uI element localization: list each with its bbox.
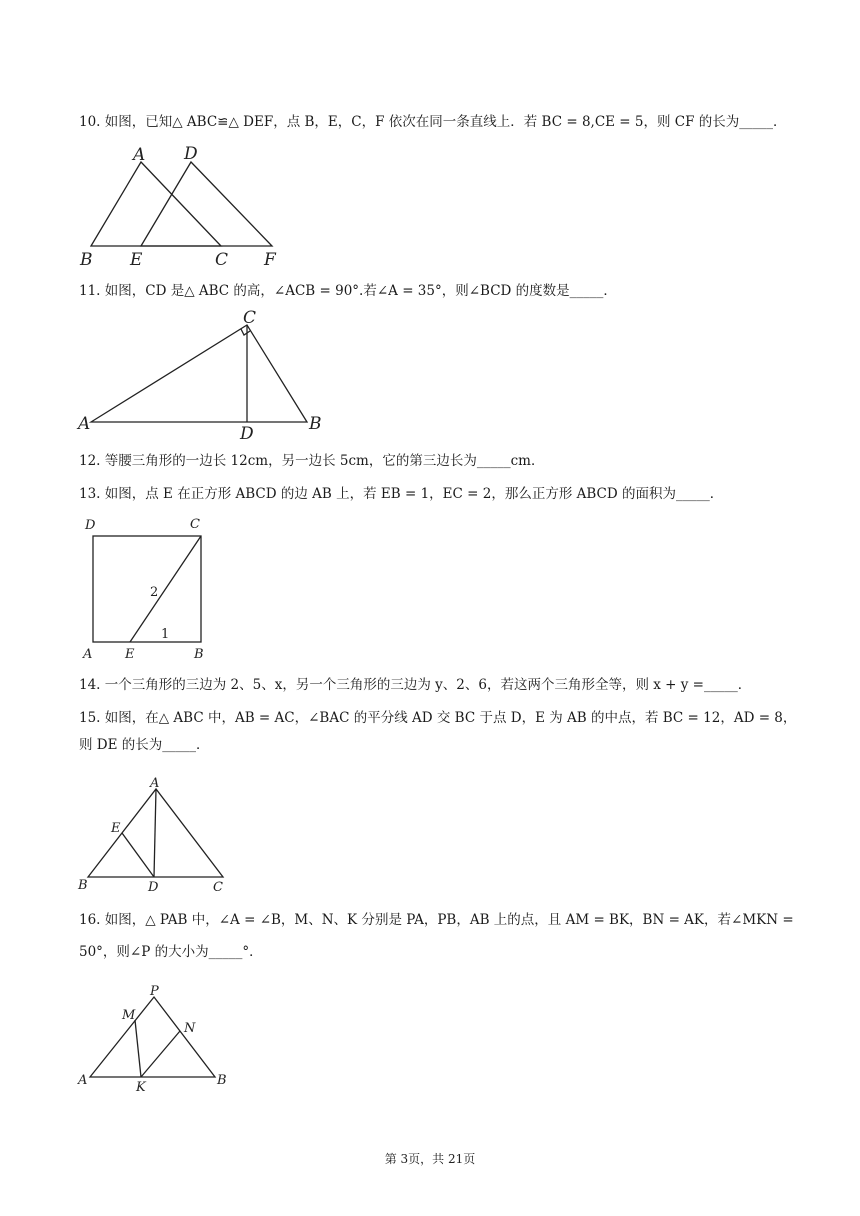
length-eb: 1 [161,627,170,642]
triangle-pab [90,997,215,1077]
label-b: B [309,414,322,434]
label-b: B [194,647,204,662]
label-p: P [150,984,159,999]
segment-mk [135,1020,141,1077]
question-15-line-1: 15. 如图，在△ ABC 中，AB = AC，∠BAC 的平分线 AD 交 BC 于点 D，E 为 AB 的中点，若 BC = 12，AD = 8， [79,710,797,726]
segment-nk [141,1031,180,1077]
bisector-ad [154,789,156,877]
triangle-abc [91,162,221,246]
label-n: N [184,1021,196,1036]
label-a: A [78,1073,88,1088]
label-a: A [150,776,160,791]
label-c: C [243,308,257,328]
question-15-line-2: 则 DE 的长为_____． [79,737,210,753]
label-m: M [122,1008,136,1023]
figure-13-square [80,514,220,662]
question-16-line-2: 50°，则∠P 的大小为_____°． [79,944,263,960]
label-a: A [78,414,91,434]
label-c: C [190,517,200,532]
segment-de [122,833,154,877]
question-16 [79,910,794,962]
label-e: E [125,647,135,662]
question-16-line-1: 16. 如图，△ PAB 中，∠A = ∠B，M、N、K 分别是 PA，PB，AB 上的点，且 AM = BK，BN = AK，若∠MKN = [79,912,794,928]
square-abcd [93,536,201,642]
figure-16-triangle-pab [76,980,236,1096]
right-angle-mark [241,329,250,335]
label-c: C [215,250,229,270]
label-a: A [83,647,93,662]
label-e: E [130,250,143,270]
label-d: D [148,880,159,895]
label-a: A [133,145,146,165]
figure-11-right-triangle-altitude [76,306,326,444]
label-d: D [240,424,254,444]
question-11: 11. 如图，CD 是△ ABC 的高，∠ACB = 90°.若∠A = 35°，则∠BCD 的度数是_____． [79,283,617,299]
label-b: B [217,1073,227,1088]
label-e: E [111,821,121,836]
page-footer: 第 3页，共 21页 [384,1152,476,1166]
label-f: F [264,250,276,270]
label-d: D [85,518,96,533]
figure-15-isosceles-triangle [76,774,236,894]
label-b: B [80,250,93,270]
question-13: 13. 如图，点 E 在正方形 ABCD 的边 AB 上，若 EB = 1，EC = 2，那么正方形 ABCD 的面积为_____． [79,486,724,502]
label-c: C [213,880,223,895]
question-10: 10. 如图，已知△ ABC≌△ DEF，点 B，E，C，F 依次在同一条直线上．若 BC = 8,CE = 5，则 CF 的长为_____． [79,114,787,130]
triangle-def [141,162,272,246]
label-k: K [136,1080,146,1095]
label-d: D [184,144,198,164]
question-15 [79,708,797,755]
triangle-abc [91,325,307,422]
question-12: 12. 等腰三角形的一边长 12cm，另一边长 5cm，它的第三边长为_____cm． [79,453,545,469]
question-14: 14. 一个三角形的三边为 2、5、x，另一个三角形的三边为 y、2、6，若这两个三角形全等，则 x + y =_____． [79,677,752,693]
label-b: B [78,878,88,893]
length-ec: 2 [150,585,159,600]
figure-10-congruent-triangles [78,140,288,270]
